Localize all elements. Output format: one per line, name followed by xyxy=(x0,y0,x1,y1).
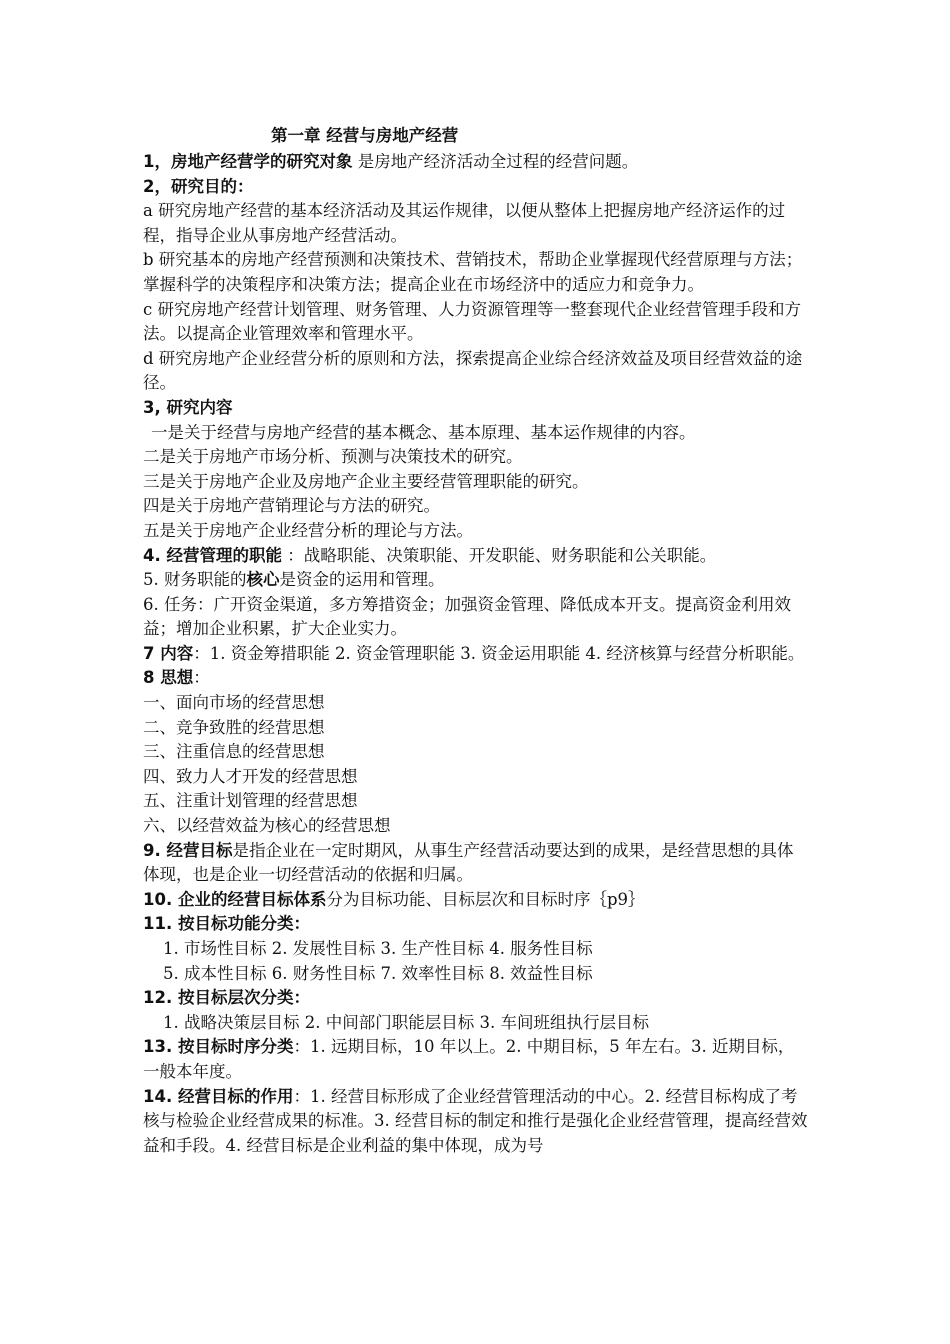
section-10-text: 分为目标功能、目标层次和目标时序｛p9｝ xyxy=(326,889,645,909)
section-5-head: 核心 xyxy=(246,570,280,590)
document-page xyxy=(143,122,808,1158)
section-7-head: 7 内容 xyxy=(143,643,194,663)
section-1 xyxy=(143,150,808,175)
section-4-text: ：战略职能、决策职能、开发职能、财务职能和公关职能。 xyxy=(282,545,717,565)
section-7 xyxy=(143,642,808,667)
section-9-text: 是指企业在一定时期风，从事生产经营活动要达到的成果，是经营思想的具体体现，也是企业一切经营活动的依据和归属。 xyxy=(143,840,794,885)
purpose-b: b 研究基本的房地产经营预测和决策技术、营销技术，帮助企业掌握现代经营原理与方法；掌握科学的决策程序和决策方法；提高企业在市场经济中的适应力和竞争力。 xyxy=(143,250,803,294)
thought-2: 二、竞争致胜的经营思想 xyxy=(143,717,325,737)
thought-5: 五、注重计划管理的经营思想 xyxy=(143,791,358,811)
section-14 xyxy=(143,1085,808,1159)
section-12-head: 12. 按目标层次分类： xyxy=(143,988,310,1008)
section-4 xyxy=(143,544,808,569)
section-2-head: 2，研究目的： xyxy=(143,176,254,196)
section-11-line-1: 1. 市场性目标 2. 发展性目标 3. 生产性目标 4. 服务性目标 xyxy=(163,939,593,958)
section-13-head: 13. 按目标时序分类 xyxy=(143,1037,294,1057)
thought-3: 三、注重信息的经营思想 xyxy=(143,742,325,762)
section-10-head: 10. 企业的经营目标体系 xyxy=(143,889,327,909)
purpose-a: a 研究房地产经营的基本经济活动及其运作规律，以便从整体上把握房地产经济运作的过程，指导企业从事房地产经营活动。 xyxy=(143,201,786,245)
chapter-title: 第一章 经营与房地产经营 xyxy=(271,126,459,145)
section-7-text: ：1. 资金筹措职能 2. 资金管理职能 3. 资金运用职能 4. 经济核算与经营分析职能。 xyxy=(193,643,805,663)
content-3: 三是关于房地产企业及房地产企业主要经营管理职能的研究。 xyxy=(143,471,589,491)
section-14-text: ：1. 经营目标形成了企业经营管理活动的中心。2. 经营目标构成了考核与检验企业经营成果的标准。3. 经营目标的制定和推行是强化企业经营管理，提高经营效益和手段。4. 经营目标是企业利益的集中体现，成为号 xyxy=(143,1086,808,1155)
section-14-head: 14. 经营目标的作用 xyxy=(143,1086,294,1106)
section-5-pre: 5. 财务职能的 xyxy=(143,570,247,590)
section-6: 6. 任务：广开资金渠道，多方筹措资金；加强资金管理、降低成本开支。提高资金利用效益；增加企业积累，扩大企业实力。 xyxy=(143,594,791,639)
content-4: 四是关于房地产营销理论与方法的研究。 xyxy=(143,496,440,516)
thought-1: 一、面向市场的经营思想 xyxy=(143,693,325,713)
section-1-head: 1，房地产经营学的研究对象 xyxy=(143,152,353,171)
purpose-d: d 研究房地产企业经营分析的原则和方法，探索提高企业综合经济效益及项目经营效益的途径。 xyxy=(143,348,803,393)
content-5: 五是关于房地产企业经营分析的理论与方法。 xyxy=(143,520,473,540)
section-8 xyxy=(143,666,808,691)
section-10 xyxy=(143,888,808,913)
thought-6: 六、以经营效益为核心的经营思想 xyxy=(143,816,391,836)
section-9-head: 9. 经营目标 xyxy=(143,840,233,860)
section-1-text: 是房地产经济活动全过程的经营问题。 xyxy=(352,152,639,171)
section-5-text: 是资金的运用和管理。 xyxy=(279,570,445,590)
section-8-head: 8 思想 xyxy=(143,668,194,688)
purpose-c: c 研究房地产经营计划管理、财务管理、人力资源管理等一整套现代企业经营管理手段和方法。以提高企业管理效率和管理水平。 xyxy=(143,299,801,344)
section-12-line-1: 1. 战略决策层目标 2. 中间部门职能层目标 3. 车间班组执行层目标 xyxy=(163,1012,649,1032)
thought-4: 四、致力人才开发的经营思想 xyxy=(143,766,358,786)
section-11-line-2: 5. 成本性目标 6. 财务性目标 7. 效率性目标 8. 效益性目标 xyxy=(163,963,593,983)
section-13-text: ：1. 远期目标，10 年以上。2. 中期目标，5 年左右。3. 近期目标，一般本年度。 xyxy=(143,1037,795,1081)
content-2: 二是关于房地产市场分析、预测与决策技术的研究。 xyxy=(143,447,523,467)
section-13 xyxy=(143,1035,808,1084)
section-9 xyxy=(143,839,808,888)
content-1: 一是关于经营与房地产经营的基本概念、基本原理、基本运作规律的内容。 xyxy=(151,422,696,442)
section-5 xyxy=(143,568,808,593)
section-8-text: ： xyxy=(193,668,210,688)
section-3-head: 3, 研究内容 xyxy=(143,397,233,417)
section-11-head: 11. 按目标功能分类： xyxy=(143,914,310,934)
section-4-head: 4. 经营管理的职能 xyxy=(143,545,282,565)
